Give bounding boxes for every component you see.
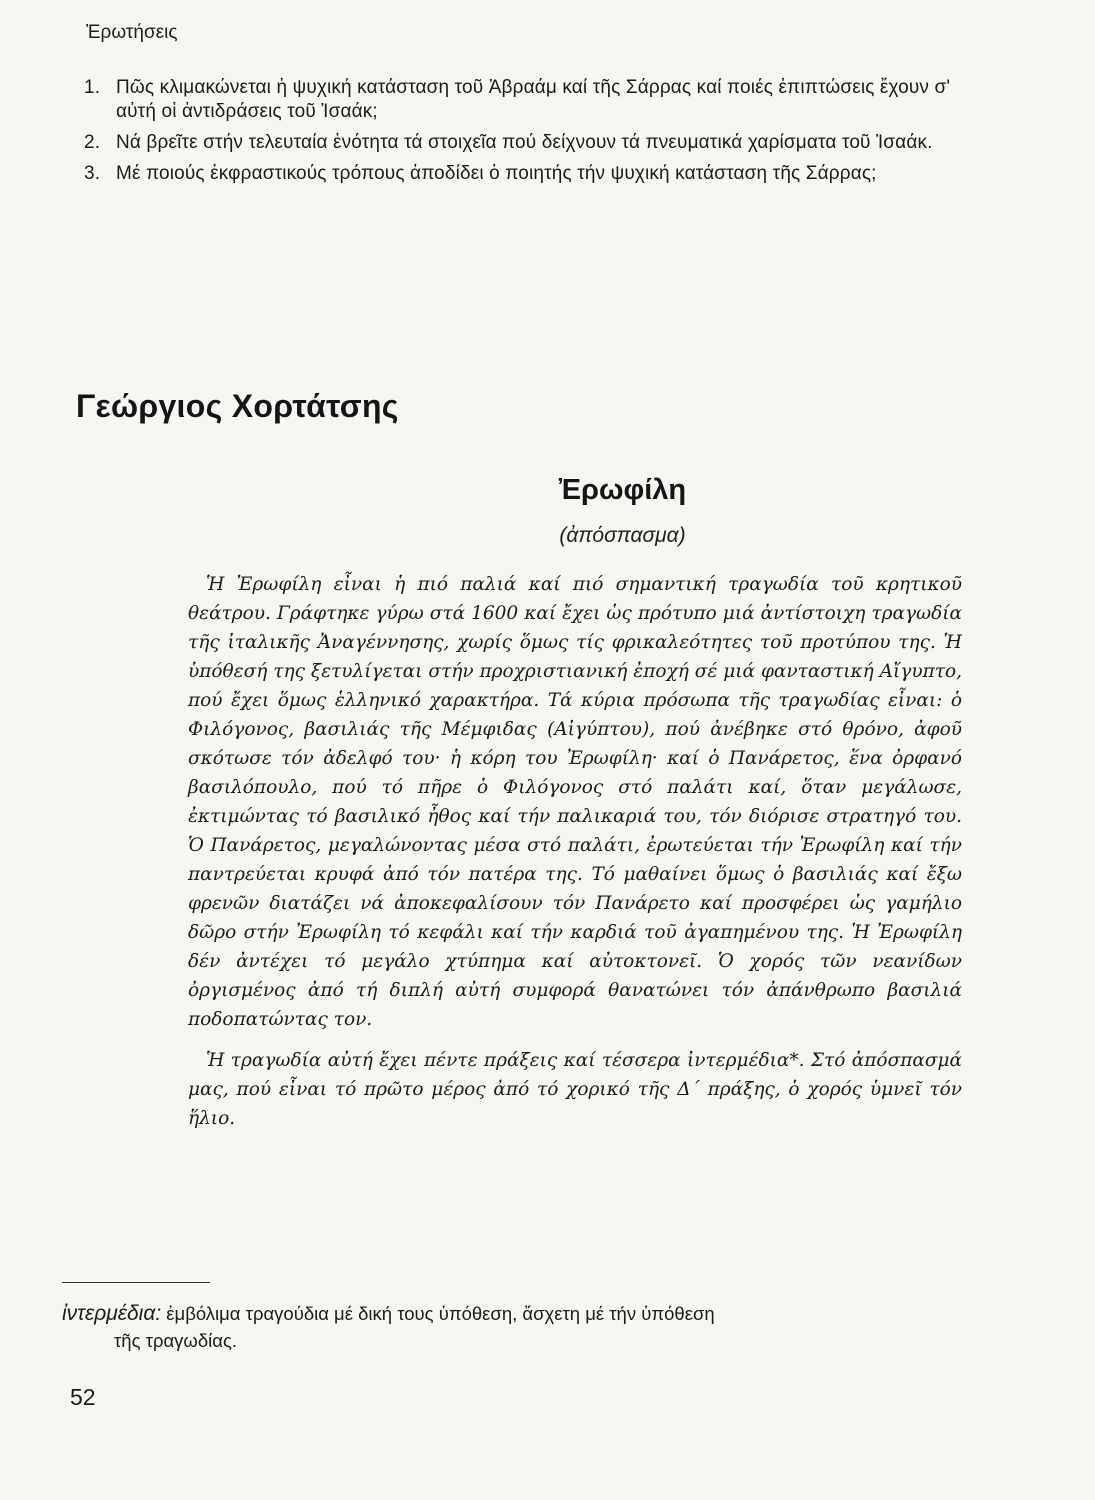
introduction-text bbox=[188, 570, 962, 1145]
footnote-definition: ἐμβόλιμα τραγούδια μέ δική τους ὑπόθεση, ἄσχετη μέ τήν ὑπόθεση bbox=[166, 1303, 715, 1324]
work-title: Ἐρωφίλη bbox=[558, 474, 687, 506]
question-text: Πῶς κλιμακώνεται ἡ ψυχική κατάσταση τοῦ Ἀβραάμ καί τῆς Σάρρας καί ποιές ἐπιπτώσεις ἔχουν σ' αὐτή οἱ ἀντιδράσεις τοῦ Ἰσαάκ; bbox=[116, 77, 951, 122]
question-number: 3. bbox=[84, 163, 101, 184]
question-item bbox=[84, 131, 984, 155]
question-item bbox=[84, 76, 984, 124]
intro-paragraph: Ἡ τραγωδία αὐτή ἔχει πέντε πράξεις καί τέσσερα ἰντερμέδια*. Στό ἀπόσπασμά μας, πού εἶναι τό πρῶτο μέρος ἀπό τό χορικό τῆς Δ΄ πράξης, ὁ χορός ὑμνεῖ τόν ἥλιο. bbox=[188, 1050, 962, 1129]
question-item bbox=[84, 162, 984, 186]
footnote-divider bbox=[62, 1282, 210, 1283]
questions-heading: Ἐρωτήσεις bbox=[86, 22, 178, 43]
footnote-continuation: τῆς τραγωδίας. bbox=[114, 1330, 238, 1351]
question-number: 2. bbox=[84, 132, 101, 153]
footnote-term: ἰντερμέδια: bbox=[62, 1302, 162, 1325]
question-text: Νά βρεῖτε στήν τελευταία ἑνότητα τά στοιχεῖα πού δείχνουν τά πνευματικά χαρίσματα τοῦ Ἰσαάκ. bbox=[116, 132, 933, 153]
page-number: 52 bbox=[70, 1384, 96, 1410]
intro-paragraph: Ἡ Ἐρωφίλη εἶναι ἡ πιό παλιά καί πιό σημαντική τραγωδία τοῦ κρητικοῦ θεάτρου. Γράφτηκε γύρω στά 1600 καί ἔχει ὡς πρότυπο μιά ἀντίστοιχη τραγωδία τῆς ἰταλικῆς Ἀναγέννησης, χωρίς ὅμως τίς φρικαλεότητες τοῦ προτύπου της. Ἡ ὑπόθεσή της ξετυλίγεται στήν προχριστιανική ἐποχή σέ μιά φανταστική Αἴγυπτο, πού ἔχει ὅμως ἑλληνικό χαρακτήρα. Τά κύρια πρόσωπα τῆς τραγωδίας εἶναι: ὁ Φιλόγονος, βασιλιάς τῆς Μέμφιδας (Αἰγύπτου), πού ἀνέβηκε στό θρόνο, ἀφοῦ σκότωσε τόν ἀδελφό του· ἡ κόρη του Ἐρωφίλη· καί ὁ Πανάρετος, ἕνα ὀρφανό βασιλόπουλο, πού τό πῆρε ὁ Φιλόγονος στό παλάτι καί, ὅταν μεγάλωσε, ἐκτιμώντας τό βασιλικό ἦθος καί τήν παλικαριά του, τόν διόρισε στρατηγό του. Ὁ Πανάρετος, μεγαλώνοντας μέσα στό παλάτι, ἐρωτεύεται τήν Ἐρωφίλη καί τήν παντρεύεται κρυφά ἀπό τόν πατέρα της. Τό μαθαίνει ὅμως ὁ βασιλιάς καί ἔξω φρενῶν διατάζει νά ἀποκεφαλίσουν τόν Πανάρετο καί προσφέρει ὡς γαμήλιο δῶρο στήν Ἐρωφίλη τό κεφάλι καί τήν καρδιά τοῦ ἀγαπημένου της. Ἡ Ἐρωφίλη δέν ἀντέχει τό μεγάλο χτύπημα καί αὐτοκτονεῖ. Ὁ χορός τῶν νεανίδων ὀργισμένος ἀπό τή διπλή αὐτή συμφορά θανατώνει τόν ἀπάνθρωπο βασιλιά ποδοπατώντας τον. bbox=[188, 574, 962, 1030]
question-number: 1. bbox=[84, 77, 101, 98]
question-text: Μέ ποιούς ἐκφραστικούς τρόπους ἀποδίδει ὁ ποιητής τήν ψυχική κατάσταση τῆς Σάρρας; bbox=[116, 163, 877, 184]
footnote bbox=[62, 1300, 962, 1354]
work-subtitle: (ἀπόσπασμα) bbox=[559, 524, 686, 547]
author-name: Γεώργιος Χορτάτσης bbox=[76, 388, 399, 424]
questions-list bbox=[84, 76, 984, 193]
